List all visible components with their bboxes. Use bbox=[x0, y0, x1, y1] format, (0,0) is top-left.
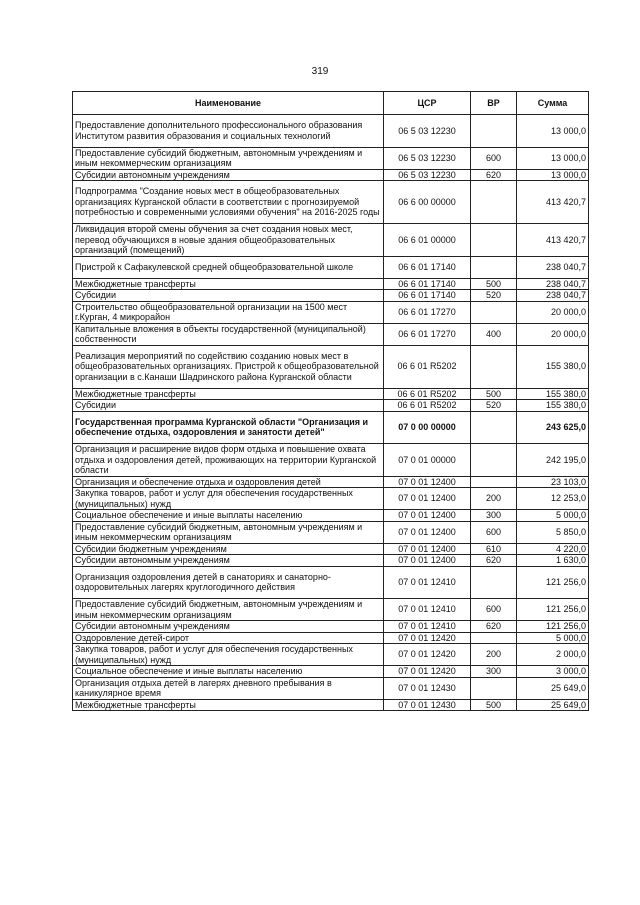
table-row bbox=[73, 323, 589, 345]
row-name: Оздоровление детей-сирот bbox=[73, 632, 384, 644]
row-vr: 500 bbox=[471, 278, 517, 290]
row-name: Организация отдыха детей в лагерях дневного пребывания в каникулярное время bbox=[73, 677, 384, 699]
row-name: Организация и расширение видов форм отдыха и повышение охвата отдыха и оздоровления детей, проживающих на территории Курганской области bbox=[73, 444, 384, 477]
table-row bbox=[73, 677, 589, 699]
table-row bbox=[73, 599, 589, 621]
row-sum: 13 000,0 bbox=[517, 169, 589, 181]
row-csr: 07 0 01 12400 bbox=[384, 521, 471, 543]
table-body bbox=[73, 115, 589, 711]
table-row bbox=[73, 169, 589, 181]
row-name: Закупка товаров, работ и услуг для обеспечения государственных (муниципальных) нужд bbox=[73, 644, 384, 666]
row-name: Капитальные вложения в объекты государственной (муниципальной) собственности bbox=[73, 323, 384, 345]
row-name: Межбюджетные трансферты bbox=[73, 278, 384, 290]
row-csr: 06 6 01 R5202 bbox=[384, 388, 471, 400]
table-row bbox=[73, 345, 589, 388]
row-csr: 06 5 03 12230 bbox=[384, 169, 471, 181]
table-row bbox=[73, 181, 589, 224]
row-name: Реализация мероприятий по содействию созданию новых мест в общеобразовательных организациях. Пристрой к общеобразовательной организации в с.Канаши Шадринского района Курганской области bbox=[73, 345, 384, 388]
row-vr bbox=[471, 411, 517, 444]
table-row bbox=[73, 521, 589, 543]
row-csr: 07 0 01 00000 bbox=[384, 444, 471, 477]
row-name: Пристрой к Сафакулевской средней общеобразовательной школе bbox=[73, 256, 384, 278]
row-csr: 07 0 01 12410 bbox=[384, 621, 471, 633]
table-row bbox=[73, 488, 589, 510]
row-sum: 238 040,7 bbox=[517, 290, 589, 302]
row-name: Субсидии автономным учреждениям bbox=[73, 621, 384, 633]
row-csr: 07 0 01 12430 bbox=[384, 677, 471, 699]
row-vr: 200 bbox=[471, 644, 517, 666]
row-vr: 600 bbox=[471, 147, 517, 169]
header-csr: ЦСР bbox=[384, 92, 471, 115]
row-name: Подпрограмма "Создание новых мест в общеобразовательных организациях Курганской области в соответствии с прогнозируемой потребностью и современными условиями обучения" на 2016-2025 годы bbox=[73, 181, 384, 224]
row-name: Субсидии автономным учреждениям bbox=[73, 169, 384, 181]
row-vr: 500 bbox=[471, 699, 517, 711]
row-vr bbox=[471, 301, 517, 323]
row-vr: 520 bbox=[471, 290, 517, 302]
table-row bbox=[73, 115, 589, 148]
table-row bbox=[73, 224, 589, 257]
row-sum: 155 380,0 bbox=[517, 345, 589, 388]
row-vr bbox=[471, 224, 517, 257]
table-row bbox=[73, 444, 589, 477]
row-vr: 400 bbox=[471, 323, 517, 345]
row-csr: 07 0 01 12420 bbox=[384, 632, 471, 644]
row-csr: 06 6 01 17270 bbox=[384, 301, 471, 323]
row-name: Ликвидация второй смены обучения за счет создания новых мест, перевод обучающихся в новые здания общеобразовательных организаций (помещений) bbox=[73, 224, 384, 257]
row-sum: 13 000,0 bbox=[517, 115, 589, 148]
row-name: Субсидии автономным учреждениям bbox=[73, 555, 384, 567]
page-number: 319 bbox=[311, 66, 329, 77]
table-row bbox=[73, 699, 589, 711]
row-vr bbox=[471, 115, 517, 148]
row-csr: 06 5 03 12230 bbox=[384, 115, 471, 148]
row-name: Субсидии bbox=[73, 400, 384, 412]
row-sum: 243 625,0 bbox=[517, 411, 589, 444]
table-row bbox=[73, 644, 589, 666]
row-vr bbox=[471, 632, 517, 644]
table-row bbox=[73, 388, 589, 400]
row-name: Предоставление дополнительного профессионального образования Институтом развития образования и социальных технологий bbox=[73, 115, 384, 148]
row-sum: 5 000,0 bbox=[517, 510, 589, 522]
row-name: Межбюджетные трансферты bbox=[73, 388, 384, 400]
row-sum: 1 630,0 bbox=[517, 555, 589, 567]
row-sum: 413 420,7 bbox=[517, 224, 589, 257]
row-csr: 07 0 01 12400 bbox=[384, 543, 471, 555]
row-csr: 06 6 00 00000 bbox=[384, 181, 471, 224]
row-vr bbox=[471, 345, 517, 388]
row-name: Организация оздоровления детей в санаториях и санаторно-оздоровительных лагерях круглогодичного действия bbox=[73, 566, 384, 599]
table-row bbox=[73, 256, 589, 278]
row-name: Субсидии бюджетным учреждениям bbox=[73, 543, 384, 555]
row-sum: 238 040,7 bbox=[517, 278, 589, 290]
row-csr: 07 0 01 12430 bbox=[384, 699, 471, 711]
row-name: Социальное обеспечение и иные выплаты населению bbox=[73, 510, 384, 522]
row-sum: 20 000,0 bbox=[517, 301, 589, 323]
row-csr: 07 0 01 12410 bbox=[384, 599, 471, 621]
row-name: Предоставление субсидий бюджетным, автономным учреждениям и иным некоммерческим организациям bbox=[73, 521, 384, 543]
row-sum: 4 220,0 bbox=[517, 543, 589, 555]
row-vr bbox=[471, 444, 517, 477]
row-csr: 06 6 01 17270 bbox=[384, 323, 471, 345]
row-csr: 06 5 03 12230 bbox=[384, 147, 471, 169]
header-sum: Сумма bbox=[517, 92, 589, 115]
row-sum: 155 380,0 bbox=[517, 400, 589, 412]
row-sum: 23 103,0 bbox=[517, 476, 589, 488]
row-sum: 242 195,0 bbox=[517, 444, 589, 477]
table-row bbox=[73, 290, 589, 302]
row-name: Межбюджетные трансферты bbox=[73, 699, 384, 711]
row-csr: 06 6 01 17140 bbox=[384, 290, 471, 302]
row-sum: 20 000,0 bbox=[517, 323, 589, 345]
row-sum: 2 000,0 bbox=[517, 644, 589, 666]
table-header bbox=[73, 92, 589, 115]
row-csr: 07 0 01 12420 bbox=[384, 644, 471, 666]
budget-table bbox=[72, 91, 589, 711]
row-sum: 413 420,7 bbox=[517, 181, 589, 224]
row-csr: 07 0 00 00000 bbox=[384, 411, 471, 444]
row-csr: 06 6 01 R5202 bbox=[384, 345, 471, 388]
table-row bbox=[73, 278, 589, 290]
row-name: Предоставление субсидий бюджетным, автономным учреждениям и иным некоммерческим организациям bbox=[73, 147, 384, 169]
table-row bbox=[73, 400, 589, 412]
row-sum: 121 256,0 bbox=[517, 566, 589, 599]
row-sum: 121 256,0 bbox=[517, 599, 589, 621]
row-name: Социальное обеспечение и иные выплаты населению bbox=[73, 666, 384, 678]
table-row bbox=[73, 411, 589, 444]
row-name: Организация и обеспечение отдыха и оздоровления детей bbox=[73, 476, 384, 488]
row-name: Строительство общеобразовательной организации на 1500 мест г.Курган, 4 микрорайон bbox=[73, 301, 384, 323]
table-row bbox=[73, 476, 589, 488]
table-row bbox=[73, 555, 589, 567]
table-row bbox=[73, 621, 589, 633]
row-sum: 238 040,7 bbox=[517, 256, 589, 278]
row-csr: 06 6 01 17140 bbox=[384, 278, 471, 290]
row-vr: 620 bbox=[471, 555, 517, 567]
row-vr bbox=[471, 566, 517, 599]
row-sum: 121 256,0 bbox=[517, 621, 589, 633]
table-row bbox=[73, 147, 589, 169]
row-vr: 620 bbox=[471, 169, 517, 181]
row-sum: 5 000,0 bbox=[517, 632, 589, 644]
row-vr: 200 bbox=[471, 488, 517, 510]
row-name: Закупка товаров, работ и услуг для обеспечения государственных (муниципальных) нужд bbox=[73, 488, 384, 510]
row-vr: 300 bbox=[471, 510, 517, 522]
row-vr bbox=[471, 181, 517, 224]
row-vr: 620 bbox=[471, 621, 517, 633]
row-csr: 07 0 01 12400 bbox=[384, 476, 471, 488]
row-name: Предоставление субсидий бюджетным, автономным учреждениям и иным некоммерческим организациям bbox=[73, 599, 384, 621]
row-vr: 600 bbox=[471, 599, 517, 621]
table-row bbox=[73, 301, 589, 323]
row-csr: 06 6 01 R5202 bbox=[384, 400, 471, 412]
row-vr: 610 bbox=[471, 543, 517, 555]
header-vr: ВР bbox=[471, 92, 517, 115]
row-sum: 13 000,0 bbox=[517, 147, 589, 169]
row-vr bbox=[471, 476, 517, 488]
row-sum: 5 850,0 bbox=[517, 521, 589, 543]
row-name: Субсидии bbox=[73, 290, 384, 302]
row-sum: 25 649,0 bbox=[517, 699, 589, 711]
row-name: Государственная программа Курганской области "Организация и обеспечение отдыха, оздоровления и занятости детей" bbox=[73, 411, 384, 444]
row-sum: 25 649,0 bbox=[517, 677, 589, 699]
row-csr: 07 0 01 12410 bbox=[384, 566, 471, 599]
row-csr: 07 0 01 12400 bbox=[384, 555, 471, 567]
row-csr: 06 6 01 00000 bbox=[384, 224, 471, 257]
table-row bbox=[73, 510, 589, 522]
table-row bbox=[73, 632, 589, 644]
row-vr: 520 bbox=[471, 400, 517, 412]
header-name: Наименование bbox=[73, 92, 384, 115]
table-row bbox=[73, 666, 589, 678]
table-row bbox=[73, 566, 589, 599]
row-csr: 07 0 01 12420 bbox=[384, 666, 471, 678]
row-csr: 07 0 01 12400 bbox=[384, 488, 471, 510]
row-vr: 300 bbox=[471, 666, 517, 678]
row-csr: 07 0 01 12400 bbox=[384, 510, 471, 522]
row-vr bbox=[471, 256, 517, 278]
row-vr: 500 bbox=[471, 388, 517, 400]
header-row bbox=[73, 92, 589, 115]
row-sum: 12 253,0 bbox=[517, 488, 589, 510]
row-sum: 3 000,0 bbox=[517, 666, 589, 678]
row-sum: 155 380,0 bbox=[517, 388, 589, 400]
row-vr: 600 bbox=[471, 521, 517, 543]
row-vr bbox=[471, 677, 517, 699]
row-csr: 06 6 01 17140 bbox=[384, 256, 471, 278]
table-row bbox=[73, 543, 589, 555]
